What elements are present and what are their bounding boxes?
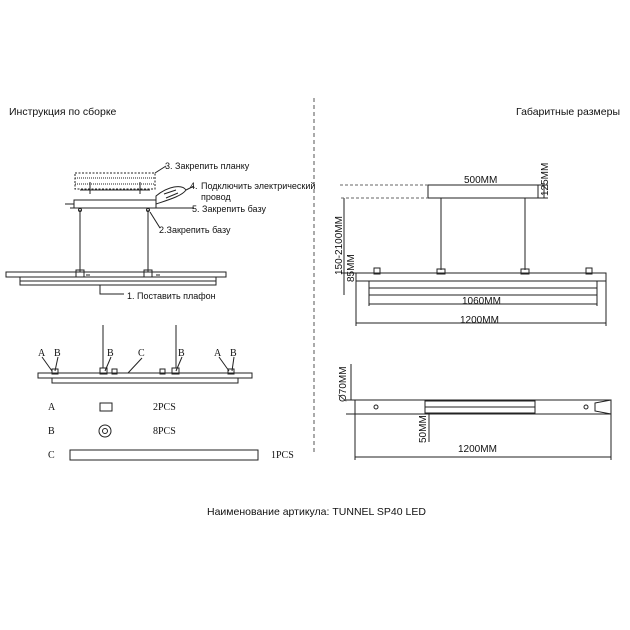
exploded-label-b-mid1: B (107, 348, 114, 359)
part-b-letter: B (48, 426, 55, 437)
step-3-label: 3. Закрепить планку (165, 161, 250, 171)
dim-diffuser-length: 1060MM (462, 296, 501, 307)
dim-total-length: 1200MM (460, 315, 499, 326)
lamp-body-assembly (6, 270, 226, 285)
step-4-line2: провод (201, 192, 231, 202)
dim-side-height: 50MM (418, 415, 429, 443)
dim-cable-length: 150-2100MM (334, 216, 345, 275)
exploded-label-b-right: B (230, 348, 237, 359)
ring-screw-icon (99, 425, 111, 437)
part-b-qty: 8PCS (153, 426, 176, 437)
dim-body-height: 85MM (346, 254, 357, 282)
exploded-label-a-left: A (38, 348, 46, 359)
article-name: Наименование артикула: TUNNEL SP40 LED (207, 506, 426, 518)
exploded-label-b-left: B (54, 348, 61, 359)
dim-diameter: Ø70MM (338, 366, 349, 402)
step-4-line1: Подключить электрический (201, 181, 316, 191)
canopy-base (65, 200, 156, 208)
canopy (428, 185, 538, 198)
step-4-number: 4. (190, 181, 198, 191)
step-1-label: 1. Поставить плафон (127, 291, 216, 301)
step-2-label: 2.Закрепить базу (159, 225, 231, 235)
part-c-letter: C (48, 450, 55, 461)
step-5-label: 5. Закрепить базу (192, 204, 266, 214)
dimensions-heading: Габаритные размеры (516, 106, 620, 118)
diffuser-bar-icon (70, 450, 258, 460)
rectangle-clip-icon (100, 403, 112, 411)
exploded-bar (38, 368, 252, 383)
wire-connector-icon (156, 187, 186, 204)
part-c-qty: 1PCS (271, 450, 294, 461)
dim-canopy-height: 125MM (540, 162, 551, 196)
dim-canopy-width: 500MM (464, 175, 498, 186)
part-a-qty: 2PCS (153, 402, 176, 413)
exploded-label-a-right: A (214, 348, 222, 359)
dim-side-total: 1200MM (458, 444, 497, 455)
part-a-letter: A (48, 402, 56, 413)
exploded-label-b-mid2: B (178, 348, 185, 359)
exploded-label-c: C (138, 348, 145, 359)
mounting-plate-exploded (75, 173, 155, 190)
assembly-heading: Инструкция по сборке (9, 106, 117, 118)
